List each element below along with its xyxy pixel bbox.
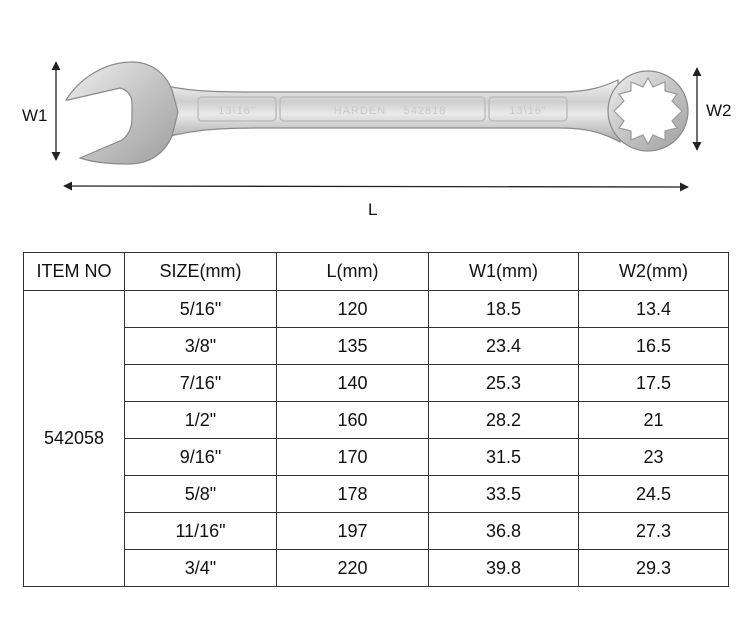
table-header-row (24, 253, 729, 291)
w1-cell: 25.3 (429, 365, 579, 402)
table-row (24, 291, 729, 328)
w2-cell: 24.5 (579, 476, 729, 513)
w2-cell: 13.4 (579, 291, 729, 328)
item-no-cell: 542058 (24, 291, 125, 587)
etch-brand: HARDEN (333, 105, 387, 117)
wrench-illustration (66, 62, 688, 164)
header-length: L(mm) (277, 253, 429, 291)
header-w1: W1(mm) (429, 253, 579, 291)
etch-code: 542818 (403, 105, 447, 117)
table-row (24, 365, 729, 402)
header-w2: W2(mm) (579, 253, 729, 291)
table-row (24, 439, 729, 476)
w2-cell: 27.3 (579, 513, 729, 550)
w2-cell: 17.5 (579, 365, 729, 402)
w1-cell: 31.5 (429, 439, 579, 476)
w2-cell: 21 (579, 402, 729, 439)
size-cell: 1/2" (125, 402, 277, 439)
wrench-diagram (0, 0, 750, 240)
w1-cell: 39.8 (429, 550, 579, 587)
w2-cell: 29.3 (579, 550, 729, 587)
w2-cell: 23 (579, 439, 729, 476)
etch-size-right: 13\16" (509, 105, 547, 117)
w2-cell: 16.5 (579, 328, 729, 365)
size-cell: 7/16" (125, 365, 277, 402)
table-row (24, 513, 729, 550)
w1-cell: 28.2 (429, 402, 579, 439)
length-cell: 120 (277, 291, 429, 328)
etch-size-left: 13\16" (218, 105, 256, 117)
length-cell: 220 (277, 550, 429, 587)
table-row (24, 328, 729, 365)
table-row (24, 476, 729, 513)
length-cell: 160 (277, 402, 429, 439)
w1-cell: 23.4 (429, 328, 579, 365)
size-cell: 11/16" (125, 513, 277, 550)
header-item-no: ITEM NO (24, 253, 125, 291)
size-cell: 3/8" (125, 328, 277, 365)
w1-label: W1 (22, 106, 48, 125)
size-cell: 9/16" (125, 439, 277, 476)
length-cell: 178 (277, 476, 429, 513)
l-label: L (368, 200, 378, 219)
length-cell: 170 (277, 439, 429, 476)
w1-cell: 18.5 (429, 291, 579, 328)
spec-table (23, 252, 729, 587)
table-row (24, 402, 729, 439)
wrench-open-end (66, 62, 178, 164)
w2-label: W2 (706, 101, 732, 120)
length-cell: 140 (277, 365, 429, 402)
size-cell: 5/8" (125, 476, 277, 513)
size-cell: 5/16" (125, 291, 277, 328)
w1-cell: 36.8 (429, 513, 579, 550)
table-row (24, 550, 729, 587)
length-cell: 135 (277, 328, 429, 365)
l-dimension-arrow (64, 186, 688, 187)
size-cell: 3/4" (125, 550, 277, 587)
w1-cell: 33.5 (429, 476, 579, 513)
header-size: SIZE(mm) (125, 253, 277, 291)
length-cell: 197 (277, 513, 429, 550)
